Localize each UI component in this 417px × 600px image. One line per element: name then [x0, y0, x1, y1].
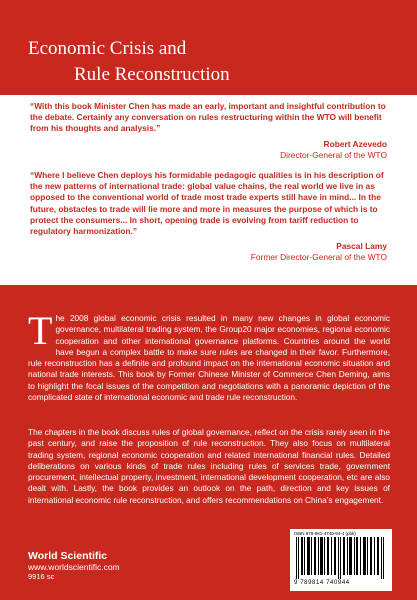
- quote-author: Robert Azevedo: [323, 138, 387, 149]
- description-paragraph-2: The chapters in the book discuss rules of global governance, reflect on the crisis rarely seen in the past century, and raise the proposition of rule reconstruction. They also focus on multilateral trading system, regional economic cooperation and related international financial rules. Detailed deliberations on various kinds of trade rules including rules of services trade, government procurement, intellectual property, investment, international development cooperation, etc are also dealt with. Lastly, the book provides an outlook on the path, direction and key issues of international economic rule reconstruction, and offers recommendations on China’s engagement.: [28, 427, 390, 505]
- barcode-icon: [294, 537, 388, 579]
- drop-cap: T: [28, 308, 53, 353]
- quote-author-role: Director-General of the WTO: [280, 149, 387, 160]
- isbn-label: ISBN 978-981-4740-94-4 (pbk): [294, 531, 356, 536]
- description-paragraph-1: [28, 308, 390, 403]
- book-title: [28, 36, 230, 88]
- isbn-barcode: [290, 529, 392, 591]
- quote-author-role: Former Director-General of the WTO: [250, 252, 387, 263]
- product-code: 9916 sc: [28, 572, 55, 581]
- title-line-2: Rule Reconstruction: [74, 64, 230, 85]
- publisher-name: World Scientific: [28, 550, 108, 562]
- barcode-digits: 9 789814 740944: [294, 580, 350, 586]
- quote-author: Pascal Lamy: [336, 241, 387, 252]
- title-line-1: Economic Crisis and: [28, 38, 187, 59]
- paragraph-text: he 2008 global economic crisis resulted in many new changes in global economic governance, multilateral trading system, the Group20 major economies, regional economic cooperation and other international governance platforms. Countries around the world have begun a complex battle to make sure rules are changed in their favor. Furthermore, rule reconstruction has a definite and profound impact on the international economic situation and national trade interests. This book by Former Chinese Minister of Commerce Chen Deming, aims to highlight the focal issues of the competition and negotiations with a panoramic depiction of the complicated state of international economic and trade rule reconstruction.: [28, 313, 390, 403]
- quote-text: “Where I believe Chen deploys his formidable pedagogic qualities is in his description of the new patterns of international trade: global value chains, the real world we live in as opposed to the conventional world of trade most trade experts still have in mind... In the future, obstacles to trade will lie more and more in measures the purpose of which is to protect the consumers... In short, opening trade is evolving from tariff reduction to regulatory harmonization.”: [30, 170, 384, 237]
- publisher-block: [28, 550, 120, 581]
- publisher-url: www.worldscientific.com: [28, 562, 120, 572]
- quote-text: “With this book Minister Chen has made an early, important and insightful contribution to the debate. Certainly any conversation on rules restructuring within the WTO will benefit from his thoughts and analysis.”: [30, 101, 386, 134]
- endorsement-quote-2: [30, 170, 387, 264]
- endorsement-quote-1: [30, 101, 387, 161]
